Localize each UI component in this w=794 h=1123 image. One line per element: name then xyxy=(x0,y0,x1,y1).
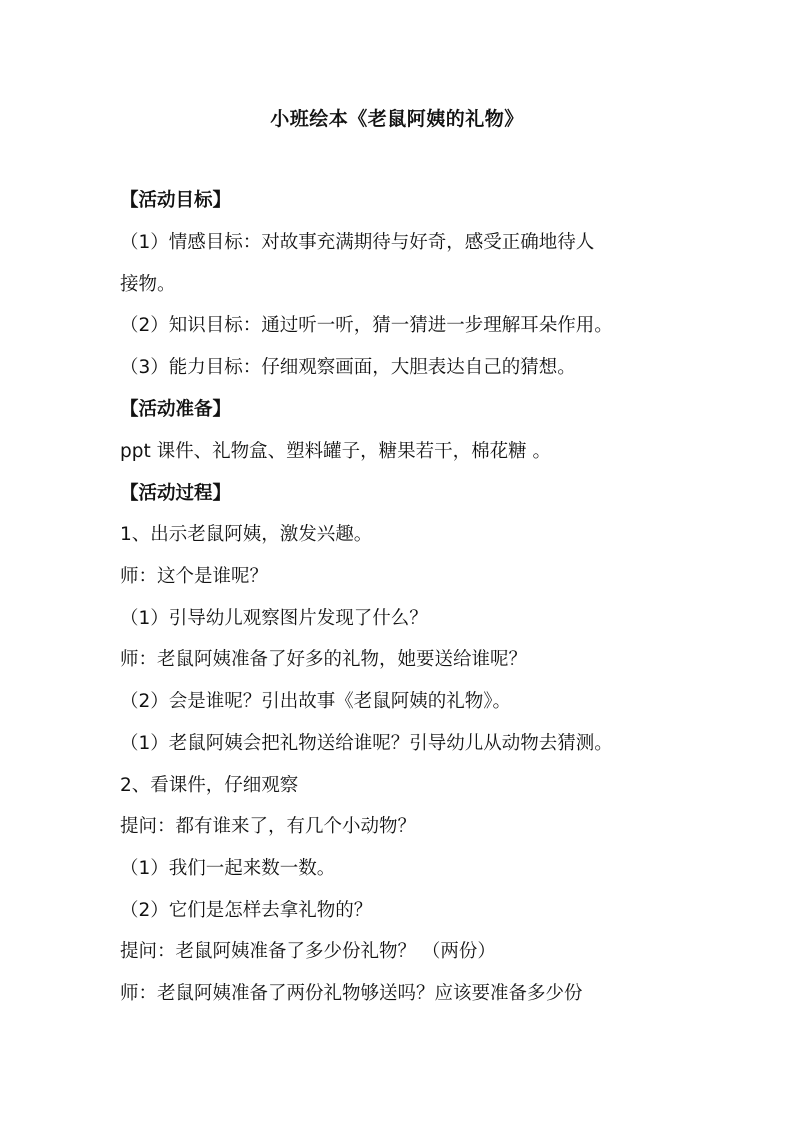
prep-heading: 【活动准备】 xyxy=(120,399,232,420)
step-1: 1、出示老鼠阿姨，激发兴趣。 xyxy=(120,524,373,545)
goal-1-line2: 接物。 xyxy=(120,274,176,295)
process-heading: 【活动过程】 xyxy=(120,483,232,504)
step-2: 2、看课件，仔细观察 xyxy=(120,775,299,796)
goal-2: （2）知识目标：通过听一听，猜一猜进一步理解耳朵作用。 xyxy=(120,315,613,336)
paragraph: （1）引导幼儿观察图片发现了什么？ xyxy=(120,608,428,629)
document-title: 小班绘本《老鼠阿姨的礼物》 xyxy=(270,108,524,130)
paragraph: 师：老鼠阿姨准备了两份礼物够送吗？应该要准备多少份 xyxy=(120,983,583,1004)
paragraph: 师：老鼠阿姨准备了好多的礼物，她要送给谁呢？ xyxy=(120,649,528,670)
goals-heading: 【活动目标】 xyxy=(120,190,232,211)
paragraph: 提问：都有谁来了，有几个小动物？ xyxy=(120,816,417,837)
goal-1-line1: （1）情感目标：对故事充满期待与好奇，感受正确地待人 xyxy=(120,232,595,253)
paragraph: （2）会是谁呢？引出故事《老鼠阿姨的礼物》。 xyxy=(120,691,512,712)
paragraph: 师：这个是谁呢？ xyxy=(120,566,269,587)
paragraph: （2）它们是怎样去拿礼物的？ xyxy=(120,900,373,921)
goal-3: （3）能力目标：仔细观察画面，大胆表达自己的猜想。 xyxy=(120,357,576,378)
prep-text: ppt 课件、礼物盒、塑料罐子，糖果若干，棉花糖 。 xyxy=(120,441,552,462)
paragraph: 提问：老鼠阿姨准备了多少份礼物？ （两份） xyxy=(120,941,496,962)
paragraph: （1）老鼠阿姨会把礼物送给谁呢？引导幼儿从动物去猜测。 xyxy=(120,733,613,754)
paragraph: （1）我们一起来数一数。 xyxy=(120,858,336,879)
